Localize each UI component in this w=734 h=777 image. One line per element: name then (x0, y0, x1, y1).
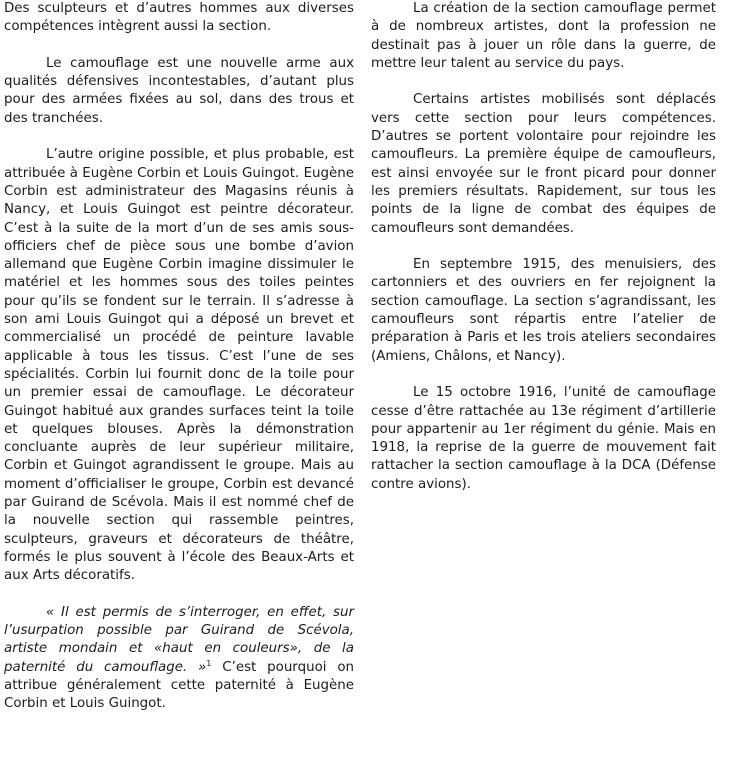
quote-followup-text: C’est pourquoi on attribue généralement cette paternité à Eugène Corbin et Louis Guingot. (4, 659, 354, 712)
quote-paragraph (4, 604, 354, 714)
right-column (371, 0, 716, 494)
paragraph-gap (371, 366, 716, 384)
paragraph-gap (371, 73, 716, 91)
paragraph-gap (4, 586, 354, 604)
paragraph-artistes-mobilises: Certains artistes mobilisés sont déplacés vers cette section pour leurs compétences. D’autres se portent volontaire pour rejoindre les camoufleurs. La première équipe de camoufleurs, est ainsi envoyée sur le front picard pour donner les premiers résultats. Rapidement, sur tous les points de la ligne de combat des équipes de camoufleurs sont demandées. (371, 92, 716, 236)
paragraph-camouflage-arme: Le camouflage est une nouvelle arme aux qualités défensives incontestables, d’autant plus pour des armées fixées au sol, dans des trous et des tranchées. (4, 55, 354, 126)
paragraph-gap (371, 238, 716, 256)
paragraph-septembre-1915: En septembre 1915, des menuisiers, des cartonniers et des ouvriers en fer rejoignent la section camouflage. La section s’agrandissant, les camoufleurs sont répartis entre l’atelier de préparation à Paris et les trois ateliers secondaires (Amiens, Châlons, et Nancy). (371, 257, 716, 364)
paragraph-octobre-1916: Le 15 octobre 1916, l’unité de camouflage cesse d’être rattachée au 13e régiment d’artillerie pour appartenir au 1er régiment du génie. Mais en 1918, la reprise de la guerre de mouvement fait rattacher la section camouflage à la DCA (Défense contre avions). (371, 385, 716, 492)
paragraph-gap (4, 128, 354, 146)
paragraph-corbin-guingot: L’autre origine possible, et plus probable, est attribuée à Eugène Corbin et Louis Guingot. Eugène Corbin est administrateur des Magasins réunis à Nancy, et Louis Guingot est peintre décorateur. C’est à la suite de la mort d’un de ses amis sous-officiers chef de pièce sous une bombe d’avion allemand que Eugène Corbin imagine dissimuler le matériel et les hommes sous des toiles peintes pour qu’ils se fondent sur le terrain. Il s’adresse à son ami Louis Guingot qui a déposé un brevet et commercialisé un procédé de peinture lavable applicable à tous les tissus. C’est l’une de ses spécialités. Corbin lui fournit donc de la toile pour un premier essai de camouflage. Le décorateur Guingot habitué aux grandes surfaces teint la toile et quelques blouses. Après la démonstration concluante auprès de leur supérieur militaire, Corbin et Guingot agrandissent le groupe. Mais au moment d’officialiser le groupe, Corbin est devancé par Guirand de Scévola. Mais il est nommé chef de la nouvelle section qui rassemble peintres, sculpteurs, graveurs et décorateurs de théâtre, formés le plus souvent à l’école des Beaux-Arts et aux Arts décoratifs. (4, 147, 354, 584)
footnote-marker: 1 (206, 658, 212, 668)
left-column (4, 0, 354, 714)
quote-text: « Il est permis de s’interroger, en effet, sur l’usurpation possible par Guirand de Scévola, artiste mondain et «haut en couleurs», de la paternité du camouflage. » (4, 604, 354, 675)
paragraph-sculpteurs: Des sculpteurs et d’autres hommes aux diverses compétences intègrent aussi la section. (4, 1, 354, 35)
paragraph-creation-section: La création de la section camouflage permet à de nombreux artistes, dont la profession ne destinait pas à jouer un rôle dans la guerre, de mettre leur talent au service du pays. (371, 1, 716, 71)
paragraph-gap (4, 37, 354, 55)
